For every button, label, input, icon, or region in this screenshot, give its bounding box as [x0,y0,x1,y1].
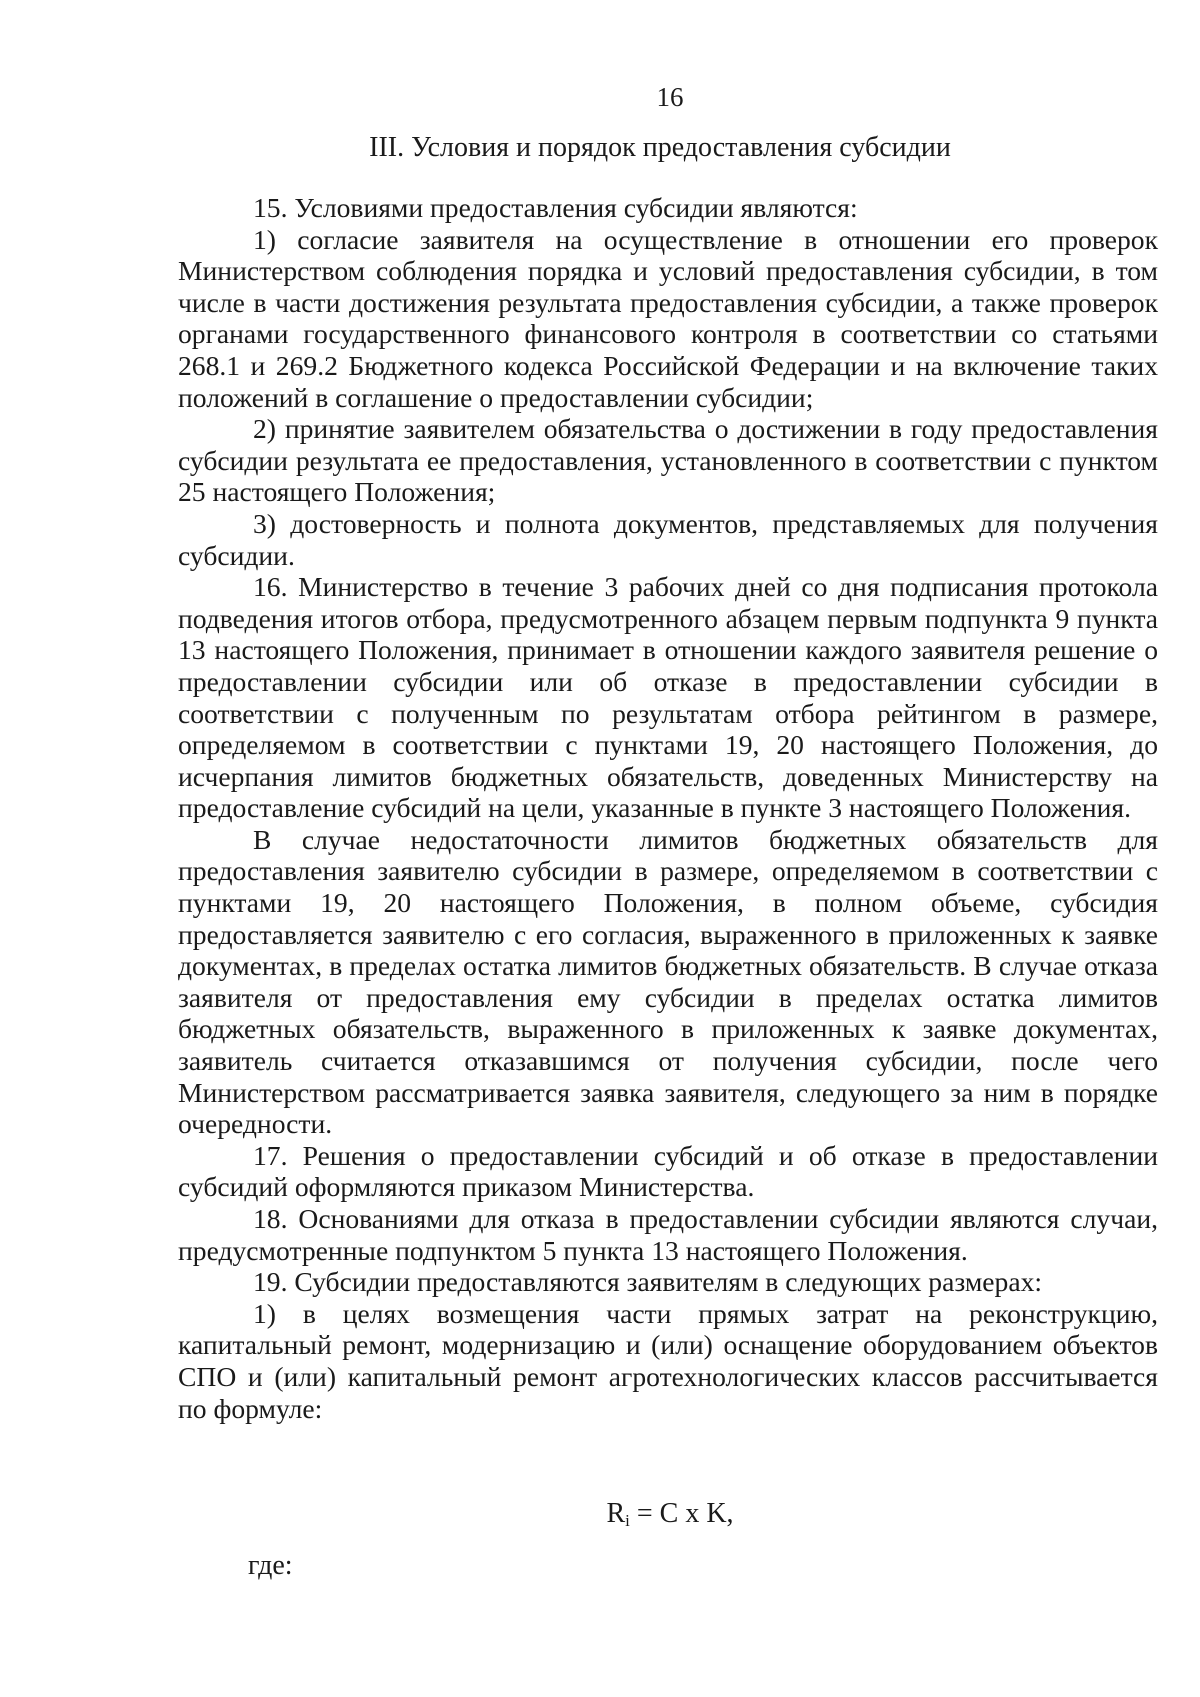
where-label: где: [248,1550,293,1581]
paragraph-19: 19. Субсидии предоставляются заявителям в следующих размерах: [253,1266,1043,1298]
formula-rhs: = C x K, [629,1498,734,1529]
paragraph-15-item-3: 3) достоверность и полнота документов, представляемых для получения субсидии. [178,507,1158,571]
formula-lhs-subscript: i [625,1511,630,1530]
paragraph-17: 17. Решения о предоставлении субсидий и об отказе в предоставлении субсидий оформляются приказом Министерства. [178,1139,1158,1203]
paragraph-18: 18. Основаниями для отказа в предоставлении субсидии являются случаи, предусмотренные подпунктом 5 пункта 13 настоящего Положения. [178,1203,1158,1266]
paragraph-16: 16. Министерство в течение 3 рабочих дней со дня подписания протокола подведения итогов отбора, предусмотренного абзацем первым подпункта 9 пункта 13 настоящего Положения, принимает в отношении каждого заявителя решение о предоставлении субсидии или об отказе в предоставлении субсидии в соответствии с полученным по результатам отбора рейтингом в размере, определяемом в соответствии с пунктами 19, 20 настоящего Положения, до исчерпания лимитов бюджетных обязательств, доведенных Министерству на предоставление субсидий на цели, указанные в пункте 3 настоящего Положения. [178,571,1158,824]
section-title: III. Условия и порядок предоставления субсидии [369,132,951,163]
formula [70,1498,1200,1537]
paragraph-15-item-2: 2) принятие заявителем обязательства о достижении в году предоставления субсидии результата ее предоставления, установленного в соответствии с пунктом 25 настоящего Положения; [178,413,1158,508]
paragraph-15: 15. Условиями предоставления субсидии являются: [253,192,858,223]
page-number: 16 [656,82,684,112]
document-body [178,192,1158,1424]
paragraph-16-continuation: В случае недостаточности лимитов бюджетных обязательств для предоставления заявителю субсидии в размере, определяемом в соответствии с пунктами 19, 20 настоящего Положения, в полном объеме, субсидия предоставляется заявителю с его согласия, выраженного в приложенных к заявке документах, в пределах остатка лимитов бюджетных обязательств. В случае отказа заявителя от предоставления ему субсидии в пределах остатка лимитов бюджетных обязательств, выраженного в приложенных к заявке документах, заявитель считается отказавшимся от получения субсидии, после чего Министерством рассматривается заявка заявителя, следующего за ним в порядке очередности. [178,823,1158,1140]
formula-lhs: R [606,1498,626,1529]
paragraph-15-item-1: 1) согласие заявителя на осуществление в отношении его проверок Министерством соблюдения порядка и условий предоставления субсидии, в том числе в части достижения результата предоставления субсидии, а также проверок органами государственного финансового контроля в соответствии со статьями 268.1 и 269.2 Бюджетного кодекса Российской Федерации и на включение таких положений в соглашение о предоставлении субсидии; [178,223,1158,413]
paragraph-19-item-1: 1) в целях возмещения части прямых затрат на реконструкцию, капитальный ремонт, модернизацию и (или) оснащение оборудованием объектов СПО и (или) капитальный ремонт агротехнологических классов рассчитывается по формуле: [178,1297,1158,1424]
